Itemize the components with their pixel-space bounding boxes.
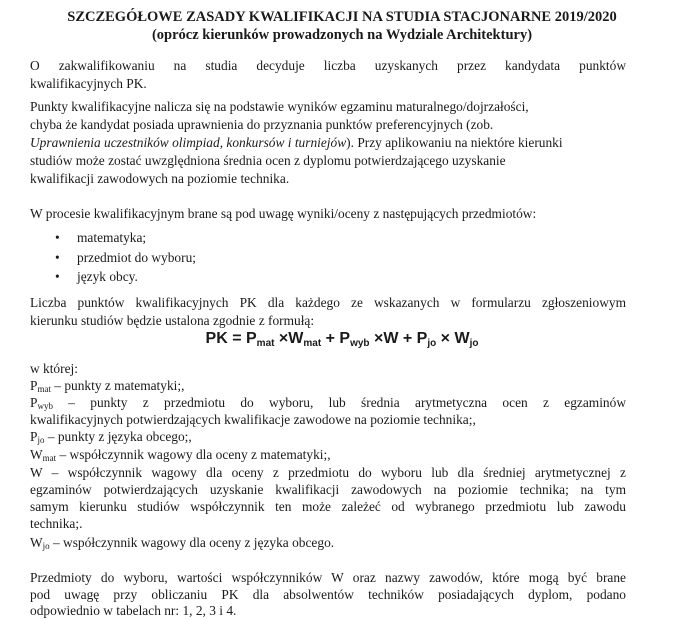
list-item: • język obcy. <box>55 269 138 284</box>
intro-paragraph-1-line-2: kwalifikacyjnych PK. <box>30 76 147 91</box>
intro-paragraph-2-line-5: kwalifikacji zawodowych na poziomie technika. <box>30 171 290 186</box>
pk-formula: PK = $P_{mat} \times W_{mat} + P_{wyb} \times W + P_{jo} \times W_{jo}$ <box>205 330 479 349</box>
bullet-icon: • <box>55 269 60 284</box>
legend-w-line-4: technika;. <box>30 516 83 531</box>
legend-pjo: $P_{jo}$ – punkty z języka obcego;, <box>30 429 192 445</box>
bullet-icon: • <box>55 230 60 245</box>
intro-paragraph-2-line-1: Punkty kwalifikacyjne nalicza się na podstawie wyników egzaminu maturalnego/dojrzałości, <box>30 99 529 114</box>
legend-wjo: $W_{jo}$ – współczynnik wagowy dla oceny z języka obcego. <box>30 535 335 551</box>
intro-paragraph-2-line-3: Uprawnienia uczestników olimpiad, konkursów i turniejów). Przy aplikowaniu na niektóre kierunki <box>30 135 563 150</box>
closing-line-2: pod uwagę przy obliczaniu PK dla absolwentów techników posiadających dyplom, podano <box>30 587 626 602</box>
intro-paragraph-1-line-1: O zakwalifikowaniu na studia decyduje liczba uzyskanych przez kandydata punktów <box>30 58 626 73</box>
legend-pwyb-line-2: kwalifikacyjnych potwierdzających kwalifikacje zawodowe na poziomie technika;, <box>30 412 476 427</box>
subjects-list <box>55 229 196 288</box>
list-item: • przedmiot do wyboru; <box>55 249 197 265</box>
legend-pwyb-line-1: $P_{wyb}$ – punkty z przedmiotu do wyboru, lub średnia arytmetyczna ocen z egzaminów <box>30 395 626 411</box>
legend-w-line-3: samym kierunku studiów współczynnik ten może zależeć od wybranego przedmiotu lub zawodu <box>30 499 626 514</box>
legend-w-line-2: egzaminów potwierdzających uzyskanie kwalifikacji zawodowych na poziomie technika; na tym <box>30 482 626 497</box>
legend-pmat: $P_{mat}$ – punkty z matematyki;, <box>30 378 185 394</box>
formula-intro-line-1: Liczba punktów kwalifikacyjnych PK dla każdego ze wskazanych w formularzu zgłoszeniowym <box>30 295 626 310</box>
subjects-heading: W procesie kwalifikacyjnym brane są pod uwagę wyniki/oceny z następujących przedmiotów: <box>30 206 537 221</box>
document-subtitle: (oprócz kierunków prowadzonych na Wydziale Architektury) <box>151 27 533 43</box>
closing-line-1: Przedmioty do wyboru, wartości współczynników W oraz nazwy zawodów, które mogą być brane <box>30 570 626 585</box>
list-item: • matematyka; <box>55 230 147 245</box>
formula-intro-line-2: kierunku studiów będzie ustalona zgodnie z formułą: <box>30 313 315 328</box>
legend-wmat: $W_{mat}$ – współczynnik wagowy dla oceny z matematyki;, <box>30 447 331 463</box>
legend-w-line-1: W – współczynnik wagowy dla oceny z przedmiotu do wyboru lub dla średniej arytmetycznej z <box>30 465 626 480</box>
legend-intro: w której: <box>30 361 78 376</box>
olympiad-reference: Uprawnienia uczestników olimpiad, konkursów i turniejów <box>30 135 347 150</box>
document-title: SZCZEGÓŁOWE ZASADY KWALIFIKACJI NA STUDIA STACJONARNE 2019/2020 <box>67 9 617 25</box>
bullet-icon: • <box>55 249 60 265</box>
closing-line-3: odpowiednio w tabelach nr: 1, 2, 3 i 4. <box>30 603 237 618</box>
intro-paragraph-2-line-4: studiów może zostać uwzględniona średnia ocen z dyplomu potwierdzającego uzyskanie <box>30 153 506 168</box>
intro-paragraph-2-line-2: chyba że kandydat posiada uprawnienia do przyznania punktów preferencyjnych (zob. <box>30 117 494 132</box>
